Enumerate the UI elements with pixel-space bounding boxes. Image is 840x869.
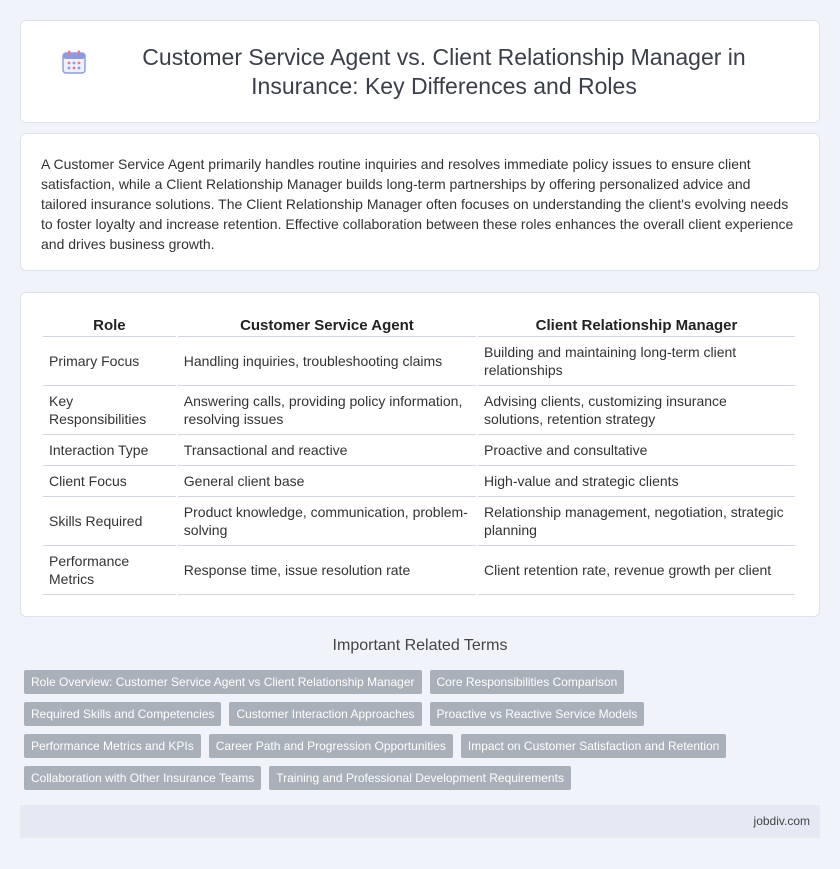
- manager-cell: High-value and strategic clients: [478, 466, 795, 497]
- related-term-tag[interactable]: Training and Professional Development Requirements: [269, 766, 571, 790]
- manager-cell: Relationship management, negotiation, strategic planning: [478, 497, 795, 546]
- row-label: Interaction Type: [43, 435, 176, 466]
- table-row: [43, 386, 795, 435]
- manager-cell: Client retention rate, revenue growth per client: [478, 546, 795, 595]
- related-terms-list: [24, 670, 824, 798]
- tag-row: [24, 670, 824, 694]
- table-row: [43, 337, 795, 386]
- intro-paragraph: A Customer Service Agent primarily handles routine inquiries and resolves immediate policy issues to ensure client satisfaction, while a Client Relationship Manager builds long-term partnerships by offering personalized advice and tailored insurance solutions. The Client Relationship Manager often focuses on understanding the client's evolving needs to foster loyalty and increase retention. Effective collaboration between these roles enhances the overall client experience and drives business growth.: [41, 156, 794, 252]
- manager-cell: Building and maintaining long-term client relationships: [478, 337, 795, 386]
- tag-row: [24, 766, 824, 790]
- tag-row: [24, 702, 824, 726]
- manager-cell: Proactive and consultative: [478, 435, 795, 466]
- agent-cell: Product knowledge, communication, problem-solving: [178, 497, 476, 546]
- tag-row: [24, 734, 824, 758]
- comparison-card: [20, 292, 820, 617]
- manager-cell: Advising clients, customizing insurance solutions, retention strategy: [478, 386, 795, 435]
- related-term-tag[interactable]: Collaboration with Other Insurance Teams: [24, 766, 261, 790]
- table-row: [43, 497, 795, 546]
- agent-cell: Answering calls, providing policy information, resolving issues: [178, 386, 476, 435]
- header-client-relationship-manager: Client Relationship Manager: [478, 313, 795, 337]
- table-header-row: [43, 313, 795, 337]
- agent-cell: Response time, issue resolution rate: [178, 546, 476, 595]
- agent-cell: Transactional and reactive: [178, 435, 476, 466]
- related-term-tag[interactable]: Required Skills and Competencies: [24, 702, 221, 726]
- related-term-tag[interactable]: Role Overview: Customer Service Agent vs Client Relationship Manager: [24, 670, 422, 694]
- row-label: Key Responsibilities: [43, 386, 176, 435]
- related-term-tag[interactable]: Impact on Customer Satisfaction and Retention: [461, 734, 726, 758]
- row-label: Skills Required: [43, 497, 176, 546]
- related-term-tag[interactable]: Customer Interaction Approaches: [229, 702, 421, 726]
- row-label: Primary Focus: [43, 337, 176, 386]
- header-customer-service-agent: Customer Service Agent: [178, 313, 476, 337]
- related-term-tag[interactable]: Performance Metrics and KPIs: [24, 734, 201, 758]
- comparison-table: [41, 313, 797, 595]
- agent-cell: General client base: [178, 466, 476, 497]
- footer-site[interactable]: jobdiv.com: [753, 814, 810, 828]
- related-terms-title: Important Related Terms: [332, 637, 508, 654]
- row-label: Performance Metrics: [43, 546, 176, 595]
- page-title: Customer Service Agent vs. Client Relationship Manager in Insurance: Key Differences and Roles: [142, 43, 746, 99]
- table-row: [43, 546, 795, 595]
- related-term-tag[interactable]: Career Path and Progression Opportunities: [209, 734, 453, 758]
- intro-card: [20, 133, 820, 271]
- agent-cell: Handling inquiries, troubleshooting claims: [178, 337, 476, 386]
- table-row: [43, 466, 795, 497]
- table-row: [43, 435, 795, 466]
- calendar-icon: [61, 49, 87, 75]
- row-label: Client Focus: [43, 466, 176, 497]
- title-card: [20, 20, 820, 123]
- header-role: Role: [43, 313, 176, 337]
- title-wrap: [21, 43, 819, 101]
- related-term-tag[interactable]: Core Responsibilities Comparison: [430, 670, 625, 694]
- footer: [20, 805, 820, 838]
- related-term-tag[interactable]: Proactive vs Reactive Service Models: [430, 702, 645, 726]
